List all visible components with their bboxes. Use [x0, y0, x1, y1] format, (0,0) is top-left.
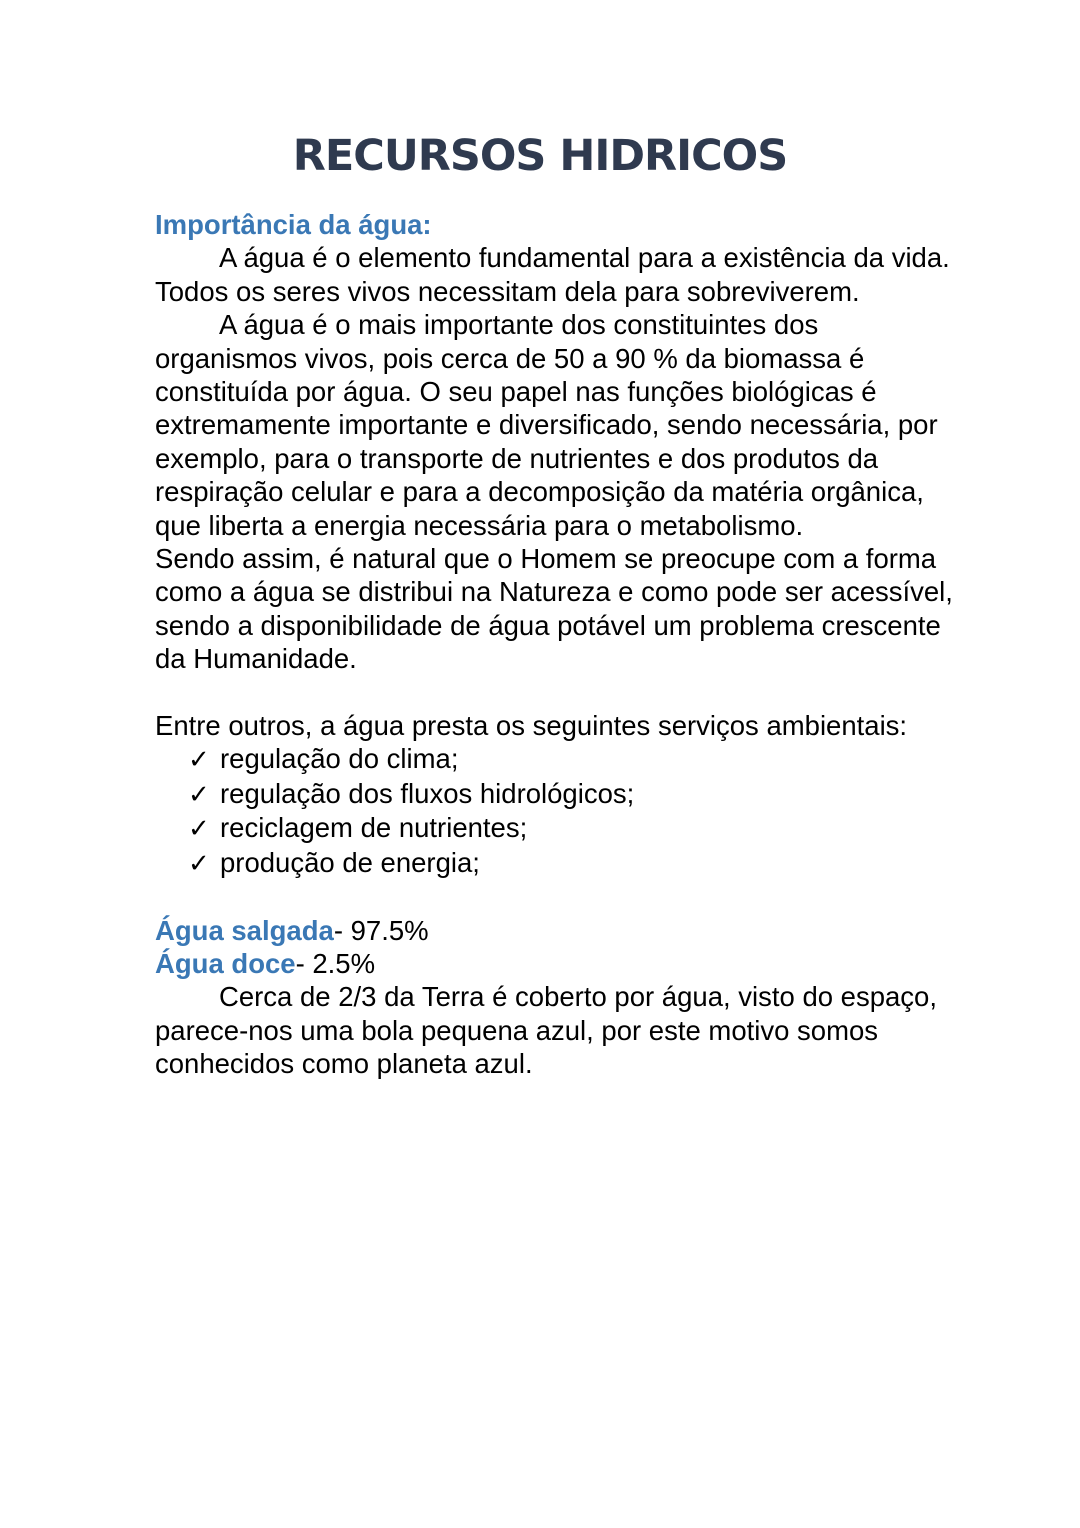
list-item-label: produção de energia; [220, 846, 480, 878]
document-body [155, 208, 955, 1081]
paragraph-2: A água é o mais importante dos constituintes dos organismos vivos, pois cerca de 50 a 90 % da biomassa é constituída por água. O seu papel nas funções biológicas é extremamente importante e diversificado, sendo necessária, por exemplo, para o transporte de nutrientes e dos produtos da respiração celular e para a decomposição da matéria orgânica, que liberta a energia necessária para o metabolismo. [155, 309, 938, 541]
list-item-label: reciclagem de nutrientes; [220, 812, 528, 844]
page-title: RECURSOS HIDRICOS [292, 131, 788, 181]
checkmark-icon: ✓ [188, 744, 210, 775]
list-item [188, 742, 955, 776]
paragraph-1: A água é o elemento fundamental para a existência da vida. Todos os seres vivos necessitam dela para sobreviverem. [155, 242, 950, 307]
list-item [188, 811, 955, 845]
paragraph-4: Entre outros, a água presta os seguintes serviços ambientais: [155, 710, 908, 742]
salt-water-value: - 97.5% [333, 914, 429, 946]
salt-water-label: Água salgada [155, 914, 334, 946]
fresh-water-line [155, 947, 955, 980]
list-item [188, 846, 955, 880]
services-list [155, 742, 955, 880]
checkmark-icon: ✓ [188, 778, 210, 809]
list-item-label: regulação dos fluxos hidrológicos; [220, 777, 635, 809]
closing-paragraph: Cerca de 2/3 da Terra é coberto por água, visto do espaço, parece-nos uma bola pequena azul, por este motivo somos conhecidos como planeta azul. [155, 981, 937, 1080]
section-heading: Importância da água: [155, 209, 432, 240]
spacer [155, 676, 955, 709]
fresh-water-label: Água doce [155, 947, 296, 979]
checkmark-icon: ✓ [188, 813, 210, 844]
fresh-water-value: - 2.5% [295, 947, 376, 979]
paragraph-3: Sendo assim, é natural que o Homem se preocupe com a forma como a água se distribui na Natureza e como pode ser acessível, sendo a disponibilidade de água potável um problema crescente da Humanidade. [155, 543, 953, 675]
salt-water-line [155, 914, 955, 947]
spacer [155, 880, 955, 913]
checkmark-icon: ✓ [188, 847, 210, 878]
list-item-label: regulação do clima; [220, 743, 459, 775]
list-item [188, 777, 955, 811]
